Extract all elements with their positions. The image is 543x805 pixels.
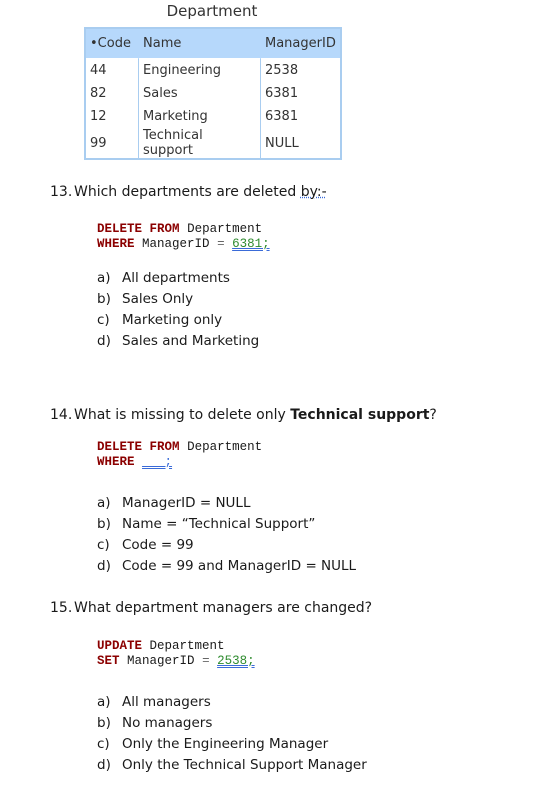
sql-keyword: WHERE (97, 455, 135, 469)
option-text: No managers (122, 715, 213, 731)
sql-blank: ___; (142, 455, 173, 469)
column-header-managerid: ManagerID (261, 28, 341, 59)
option-text: All departments (122, 270, 230, 286)
option-text: Sales and Marketing (122, 333, 260, 349)
option-a (97, 268, 259, 289)
option-letter: c) (97, 736, 110, 752)
column-header-code: •Code (85, 28, 139, 59)
option-a (97, 692, 367, 713)
table-cell: Engineering (139, 59, 261, 82)
table-cell: Technical support (139, 128, 261, 160)
option-text: Marketing only (122, 312, 223, 328)
table-cell: NULL (261, 128, 341, 160)
sql-field: ManagerID (142, 237, 210, 251)
options-15 (97, 692, 367, 776)
department-table (84, 27, 342, 160)
sql-keyword: WHERE (97, 237, 135, 251)
sql-operator: = (202, 654, 210, 668)
table-row (85, 105, 341, 128)
table-cell: 82 (85, 82, 139, 105)
option-letter: c) (97, 312, 110, 328)
question-number: 14. (50, 407, 73, 423)
option-text: ManagerID = NULL (122, 495, 251, 511)
option-c (97, 310, 259, 331)
sql-keyword: FROM (149, 440, 180, 454)
question-14 (50, 407, 437, 423)
question-13 (50, 184, 327, 200)
sql-operator: = (217, 237, 225, 251)
table-cell: 2538 (261, 59, 341, 82)
option-letter: b) (97, 715, 111, 731)
question-number: 15. (50, 600, 73, 616)
option-b (97, 289, 259, 310)
option-letter: d) (97, 333, 111, 349)
option-letter: a) (97, 270, 111, 286)
table-cell: 44 (85, 59, 139, 82)
option-letter: d) (97, 757, 111, 773)
option-letter: a) (97, 495, 111, 511)
sql-table: Department (187, 440, 263, 454)
option-b (97, 514, 356, 535)
sql-code-13 (97, 222, 270, 252)
sql-keyword: UPDATE (97, 639, 143, 653)
table-row (85, 82, 341, 105)
options-13 (97, 268, 259, 352)
option-d (97, 331, 259, 352)
question-text: Which departments are deleted (74, 184, 301, 200)
sql-code-14 (97, 440, 262, 470)
option-text: Only the Engineering Manager (122, 736, 329, 752)
sql-table: Department (149, 639, 225, 653)
option-b (97, 713, 367, 734)
column-header-name: Name (139, 28, 261, 59)
option-letter: b) (97, 291, 111, 307)
question-text: What is missing to delete only (74, 407, 291, 423)
table-cell: 99 (85, 128, 139, 160)
question-text-tail: by:- (300, 184, 327, 200)
option-text: Code = 99 (122, 537, 194, 553)
option-text: All managers (122, 694, 211, 710)
question-text-end: ? (429, 407, 437, 423)
sql-value: 2538; (217, 654, 255, 668)
question-text: What department managers are changed? (74, 600, 373, 616)
option-letter: b) (97, 516, 111, 532)
sql-code-15 (97, 639, 255, 669)
option-text: Sales Only (122, 291, 194, 307)
option-c (97, 535, 356, 556)
table-cell: Sales (139, 82, 261, 105)
sql-value: 6381; (232, 237, 270, 251)
question-number: 13. (50, 184, 73, 200)
option-letter: d) (97, 558, 111, 574)
sql-keyword: FROM (149, 222, 180, 236)
option-d (97, 755, 367, 776)
option-d (97, 556, 356, 577)
option-c (97, 734, 367, 755)
option-a (97, 493, 356, 514)
sql-keyword: DELETE (97, 440, 143, 454)
table-cell: 12 (85, 105, 139, 128)
option-text: Name = “Technical Support” (122, 516, 316, 532)
table-header-row (85, 28, 341, 59)
table-caption: Department (166, 2, 258, 20)
table-cell: 6381 (261, 105, 341, 128)
option-letter: a) (97, 694, 111, 710)
table-row (85, 59, 341, 82)
table-cell: 6381 (261, 82, 341, 105)
sql-keyword: DELETE (97, 222, 143, 236)
option-text: Only the Technical Support Manager (122, 757, 367, 773)
sql-keyword: SET (97, 654, 120, 668)
options-14 (97, 493, 356, 577)
table-row (85, 128, 341, 160)
sql-table: Department (187, 222, 263, 236)
sql-field: ManagerID (127, 654, 195, 668)
question-text-bold: Technical support (290, 407, 430, 423)
option-text: Code = 99 and ManagerID = NULL (122, 558, 357, 574)
question-15 (50, 600, 372, 616)
option-letter: c) (97, 537, 110, 553)
table-cell: Marketing (139, 105, 261, 128)
